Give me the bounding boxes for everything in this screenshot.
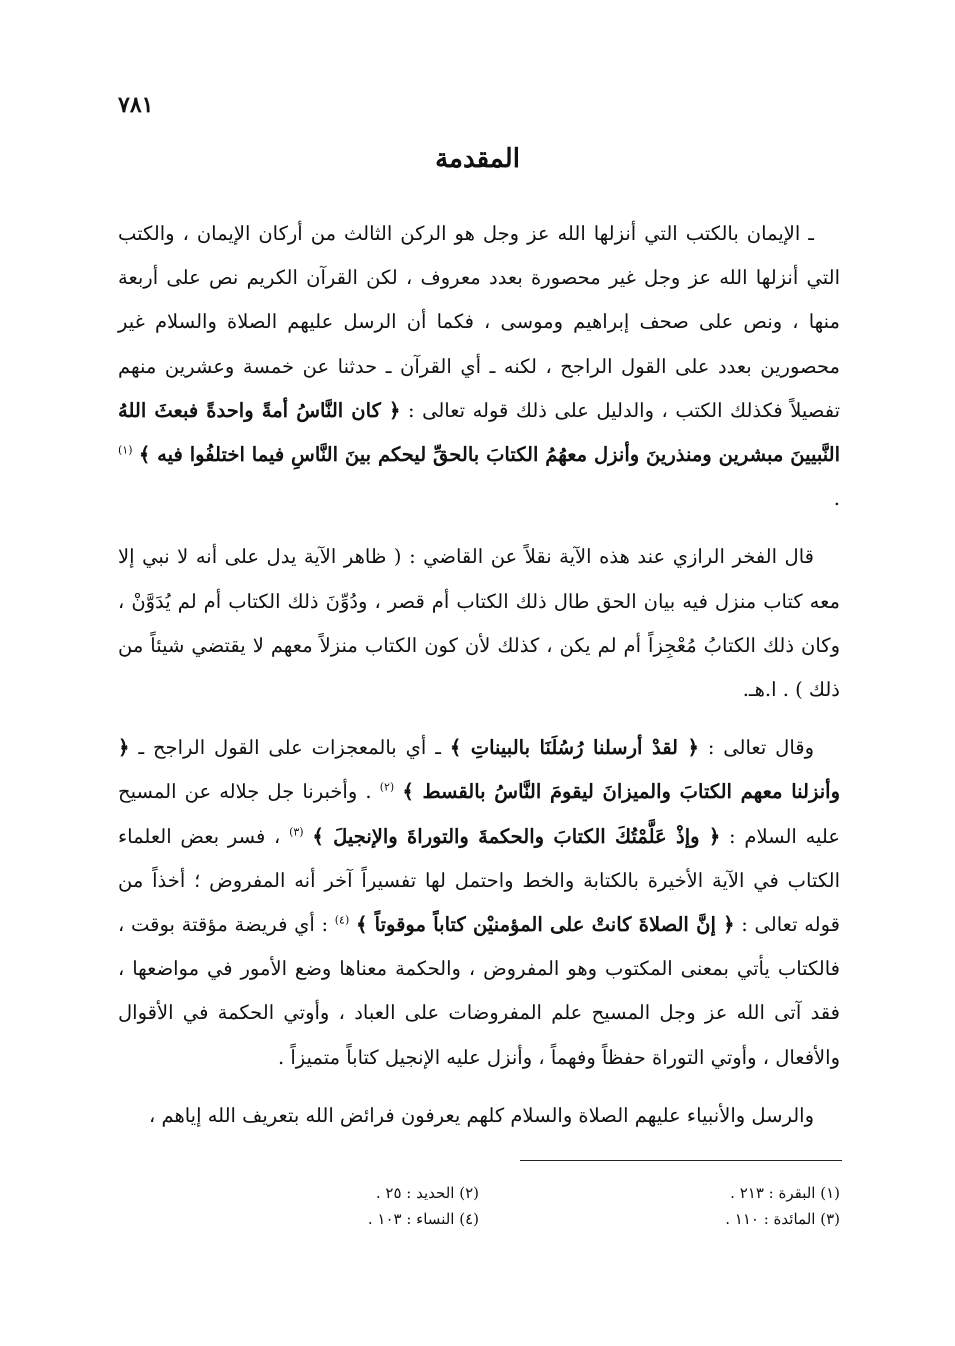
quran-verse: ﴿ وأنزلنا معهم الكتابَ والميزانَ ليقومَ النَّاسُ بالقسط ﴾ bbox=[118, 736, 840, 804]
text-run: وقال تعالى : bbox=[698, 736, 815, 760]
paragraph bbox=[118, 726, 840, 1080]
text-run: والرسل والأنبياء عليهم الصلاة والسلام كلهم يعرفون فرائض الله بتعريف الله إياهم ، bbox=[148, 1103, 814, 1127]
text-run: قال الفخر الرازي عند هذه الآية نقلاً عن القاضي : ( ظاهر الآية يدل على أنه لا نبي إلا معه كتاب منزل فيه بيان الحق طال ذلك الكتاب أم قصر ، ودُوِّنَ ذلك الكتاب أم لم يُدَوَّنْ ، وكان ذلك الكتابُ مُعْجِزاً أم لم يكن ، كذلك لأن كون الكتاب منزلاً معهم لا يقتضي شيئاً من ذلك ) . ا.هـ. bbox=[118, 545, 840, 702]
page-title: المقدمة bbox=[435, 144, 520, 174]
footnote-3: (٣) المائدة : ١١٠ . bbox=[725, 1210, 840, 1228]
paragraph bbox=[118, 212, 840, 521]
text-run: ـ أي بالمعجزات على القول الراجح ـ bbox=[129, 736, 450, 760]
footnote-ref: (٢) bbox=[379, 780, 395, 794]
footnote-1: (١) البقرة : ٢١٣ . bbox=[730, 1184, 840, 1202]
footnote-ref: (١) bbox=[118, 443, 133, 457]
text-run: . bbox=[833, 487, 840, 511]
footnote-ref: (٣) bbox=[289, 825, 304, 839]
paragraph bbox=[118, 1094, 840, 1138]
text-run: . وأخبرنا جل جلاله عن المسيح عليه السلام : bbox=[118, 780, 841, 848]
quran-verse: ﴿ كان النَّاسُ أمةً واحدةً فبعثَ اللهُ النَّبيينَ مبشرين ومنذرينَ وأنزل معهُمُ الكتابَ بالحقِّ ليحكم بينَ النَّاسِ فيما اختلفُوا فيه ﴾ bbox=[118, 398, 840, 467]
text-run: ، فسر بعض العلماء الكتاب في الآية الأخيرة بالكتابة والخط واحتمل لها تفسيراً آخر أنه المفروض ؛ أخذاً من قوله تعالى : bbox=[118, 824, 840, 937]
quran-verse: ﴿ وإذْ عَلَّمْتُكَ الكتابَ والحكمةَ والتوراةَ والإنجيلَ ﴾ bbox=[312, 824, 721, 848]
footnote-ref: (٤) bbox=[334, 913, 350, 927]
footnotes bbox=[118, 1180, 840, 1232]
footnote-4: (٤) النساء : ١٠٣ . bbox=[367, 1210, 479, 1228]
footnote-row bbox=[118, 1180, 840, 1206]
footnote-divider bbox=[520, 1160, 842, 1161]
text-run: ـ الإيمان بالكتب التي أنزلها الله عز وجل هو الركن الثالث من أركان الإيمان ، والكتب التي أنزلها الله عز وجل غير محصورة بعدد معروف ، لكن القرآن الكريم نص على أربعة منها ، ونص على صحف إبراهيم وموسى ، فكما أن الرسل عليهم الصلاة والسلام غير محصورين بعدد على القول الراجح ، لكنه ـ أي القرآن ـ حدثنا عن خمسة وعشرين منهم تفصيلاً فكذلك الكتب ، والدليل على ذلك قوله تعالى : bbox=[118, 222, 841, 422]
quran-verse: ﴿ لقدْ أرسلنا رُسُلَنَا بالبيناتِ ﴾ bbox=[449, 736, 699, 760]
paragraph bbox=[118, 535, 840, 712]
body-text bbox=[118, 212, 840, 1152]
quran-verse: ﴿ إنَّ الصلاةَ كانتْ على المؤمنيْن كتاباً موقوتاً ﴾ bbox=[355, 913, 735, 937]
text-run: : أي فريضة مؤقتة بوقت ، فالكتاب يأتي بمعنى المكتوب وهو المفروض ، والحكمة معناها وضع الأمور في مواضعها ، فقد آتى الله عز وجل المسيح علم المفروضات على العباد ، وأوتي الحكمة في الأقوال والأفعال ، وأوتي التوراة حفظاً وفهماً ، وأنزل عليه الإنجيل كتاباً متميزاً . bbox=[118, 913, 840, 1069]
footnote-row bbox=[118, 1206, 840, 1232]
footnote-2: (٢) الحديد : ٢٥ . bbox=[375, 1184, 479, 1202]
page-number: ٧٨١ bbox=[118, 92, 154, 118]
